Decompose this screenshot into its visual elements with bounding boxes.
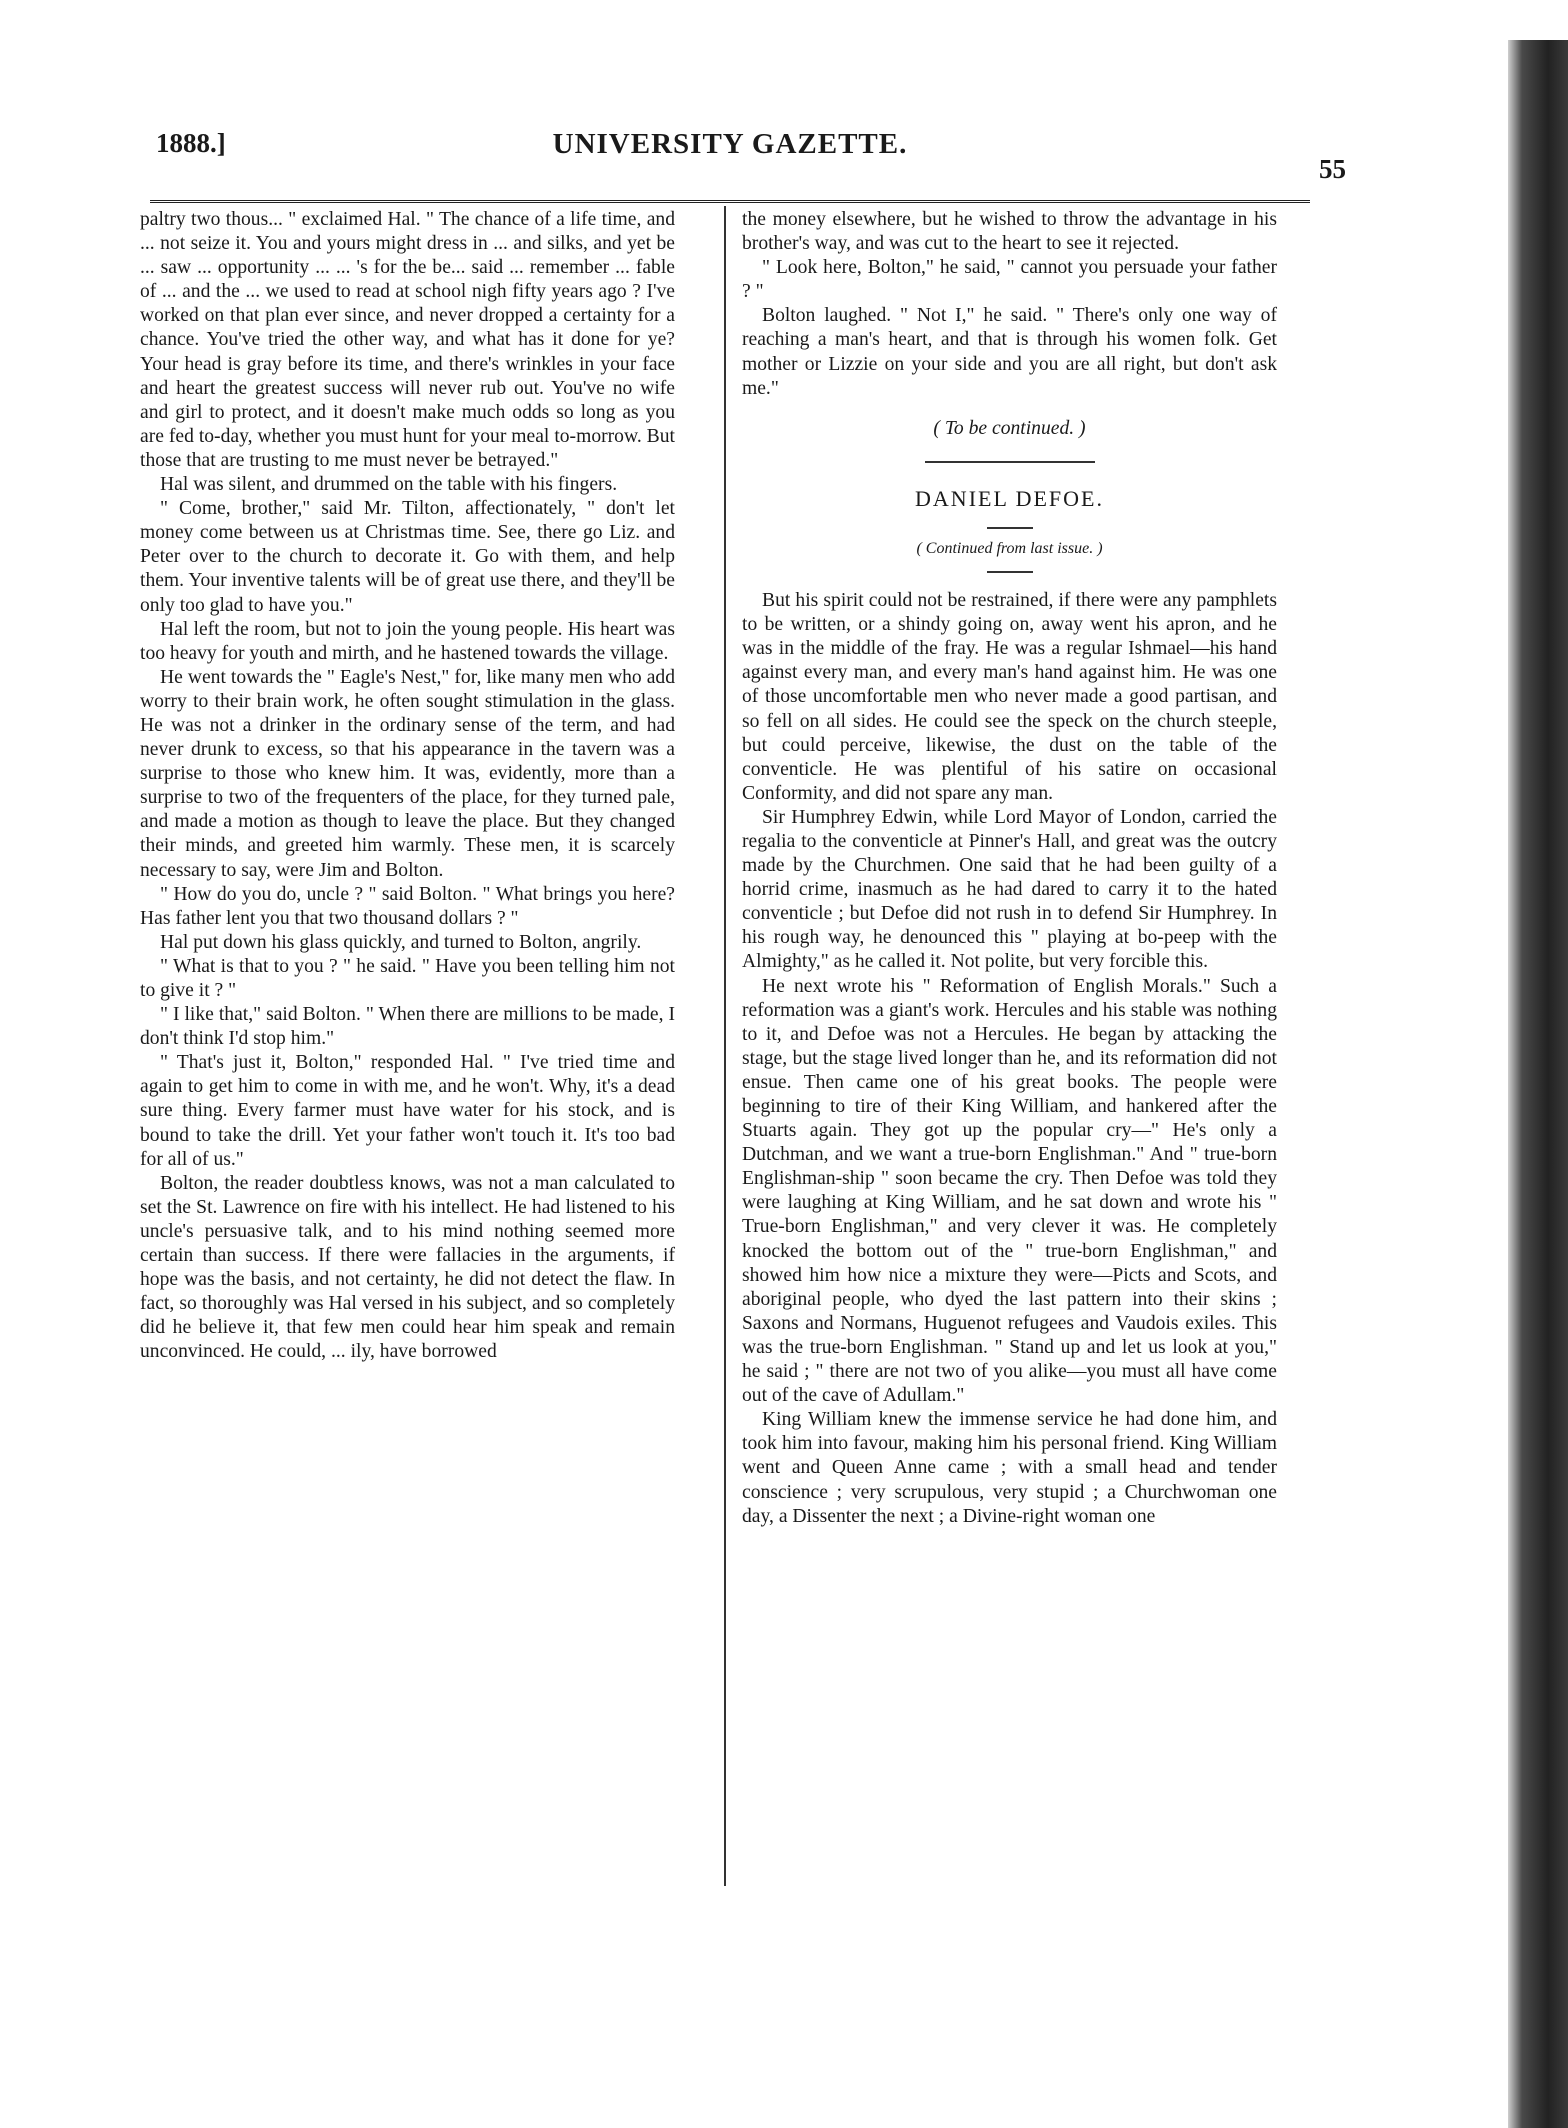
- story-paragraph: " That's just it, Bolton," responded Hal. " I've tried time and again to get him to come in with me, and he won't. Why, it's a dead sure thing. Every farmer must have water for his stock, and is bound to take the drill. Yet your father won't touch it. It's too bad for all of us.": [140, 1052, 675, 1170]
- article-subtitle: ( Continued from last issue. ): [916, 539, 1103, 557]
- page-number: 55: [1319, 154, 1346, 184]
- story-paragraph: He went towards the " Eagle's Nest," for, like many men who add worry to their brain work, he often sought stimulation in the glass. He was not a drinker in the ordinary sense of the term, and had never drunk to excess, so that his appearance in the tavern was a surprise to those who knew him. It was, evidently, more than a surprise to two of the frequenters of the place, for they turned pale, and made a motion as though to leave the place. But they changed their minds, and greeted him warmly. These men, it is scarcely necessary to say, were Jim and Bolton.: [140, 666, 675, 881]
- article-title: DANIEL DEFOE.: [915, 485, 1104, 511]
- title-rule: [987, 527, 1033, 529]
- story-paragraph: Hal put down his glass quickly, and turned to Bolton, angrily.: [160, 931, 642, 953]
- section-rule: [925, 461, 1095, 463]
- article-paragraph: He next wrote his " Reformation of English Morals." Such a reformation was a giant's work. Hercules and his stable was nothing to it, and Defoe was not a Hercules. He began by attacking the stage, but the stage lived longer than he, and its reformation did not ensue. Then came one of his great books. The people were beginning to tire of their King William, and hankered after the Stuarts again. They got up the popular cry—" He's only a Dutchman, and we want a true-born Englishman." And " true-born Englishman-ship " soon became the cry. Then Defoe was told they were laughing at King William, and he sat down and wrote his " True-born Englishman," and very clever it was. He completely knocked the bottom out of the " true-born Englishman," and showed him how nice a mixture they were—Picts and Scots, and aboriginal people, who dyed the last pattern into their skins ; Saxons and Normans, Huguenot refugees and Vaudois exiles. This was the true-born Englishman. " Stand up and let us look at you," he said ; " there are not two of you alike—you must all have come out of the cave of Adullam.": [742, 975, 1277, 1407]
- story-paragraph: Hal was silent, and drummed on the table with his fingers.: [160, 474, 618, 496]
- story-paragraph: " What is that to you ? " he said. " Have you been telling him not to give it ? ": [140, 955, 675, 1001]
- story-paragraph: Bolton, the reader doubtless knows, was not a man calculated to set the St. Lawrence on fire with his intellect. He had listened to his uncle's persuasive talk, and to his mind nothing seemed more certain than success. If there were fallacies in the arguments, if hope was the basis, and not certainty, he did not detect the flaw. In fact, so thoroughly was Hal versed in his subject, and so completely did he believe it, that few men could hear him speak and remain unconvinced. He could, ... ily, have borrowed: [140, 1172, 675, 1363]
- story-paragraph: Hal left the room, but not to join the young people. His heart was too heavy for youth and mirth, and he hastened towards the village.: [140, 618, 675, 664]
- scan-edge: [1508, 40, 1568, 2128]
- article-paragraph: But his spirit could not be restrained, if there were any pamphlets to be written, or a shindy going on, away went his apron, and he was in the middle of the fray. He was a regular Ishmael—his hand against every man, and every man's hand against him. He was one of those uncomfortable men who never made a good partisan, and so fell on all sides. He could see the speck on the church steeple, but could perceive, likewise, the dust on the table of the conventicle. He was plentiful of his satire on occasional Conformity, and did not spare any man.: [742, 590, 1277, 804]
- column-divider: [724, 206, 726, 1886]
- story-paragraph: " Come, brother," said Mr. Tilton, affectionately, " don't let money come between us at Christmas time. See, there go Liz. and Peter over to the church to decorate it. Go with them, and help them. Your inventive talents will be of great use there, and they'll be only too glad to have you.": [140, 498, 675, 616]
- continued-note: ( To be continued. ): [933, 417, 1086, 439]
- story-paragraph: the money elsewhere, but he wished to throw the advantage in his brother's way, and was cut to the heart to see it rejected.: [742, 209, 1277, 255]
- page-header: [150, 128, 1346, 188]
- publication-title: UNIVERSITY GAZETTE.: [552, 128, 908, 160]
- story-paragraph: " I like that," said Bolton. " When there are millions to be made, I don't think I'd stop him.": [140, 1004, 675, 1050]
- left-column: [140, 208, 675, 1365]
- story-paragraph: " Look here, Bolton," he said, " cannot you persuade your father ? ": [742, 257, 1277, 303]
- story-paragraph: " How do you do, uncle ? " said Bolton. " What brings you here? Has father lent you that two thousand dollars ? ": [140, 883, 675, 929]
- story-paragraph: paltry two thous... " exclaimed Hal. " The chance of a life time, and ... not seize it. You and yours might dress in ... and silks, and yet be ... saw ... opportunity ... ... 's for the be... said ... remember ... fable of ... and the ... we used to read at school nigh fifty years ago ? I've worked on that plan ever since, and never dropped a certainty for a chance. You've tried the other way, and what has it done for ye? Your head is gray before its time, and there's wrinkles in your face and heart the greatest success will never rub out. You've no wife and girl to protect, and it doesn't make much odds so long as you are fed to-day, whether you must hunt for your meal to-morrow. But those that are trusting to me must never be betrayed.": [140, 209, 675, 471]
- article-paragraph: Sir Humphrey Edwin, while Lord Mayor of London, carried the regalia to the conventicle at Pinner's Hall, and great was the outcry made by the Churchmen. One said that he had been guilty of a horrid crime, inasmuch as he had dared to carry it to the hated conventicle ; but Defoe did not rush in to defend Sir Humphrey. In his rough way, he denounced this " playing at bo-peep with the Almighty," as he called it. Not polite, but very forcible this.: [742, 806, 1277, 973]
- story-paragraph: Bolton laughed. " Not I," he said. " There's only one way of reaching a man's heart, and that is through his women folk. Get mother or Lizzie on your side and you are all right, but don't ask me.": [742, 305, 1277, 399]
- right-column: [742, 208, 1277, 1529]
- issue-year: 1888.]: [156, 128, 226, 158]
- header-rule: [150, 200, 1310, 203]
- subtitle-rule: [987, 571, 1033, 573]
- article-paragraph: King William knew the immense service he had done him, and took him into favour, making him his personal friend. King William went and Queen Anne came ; with a small head and tender conscience ; very scrupulous, very stupid ; a Churchwoman one day, a Dissenter the next ; a Divine-right woman one: [742, 1409, 1277, 1527]
